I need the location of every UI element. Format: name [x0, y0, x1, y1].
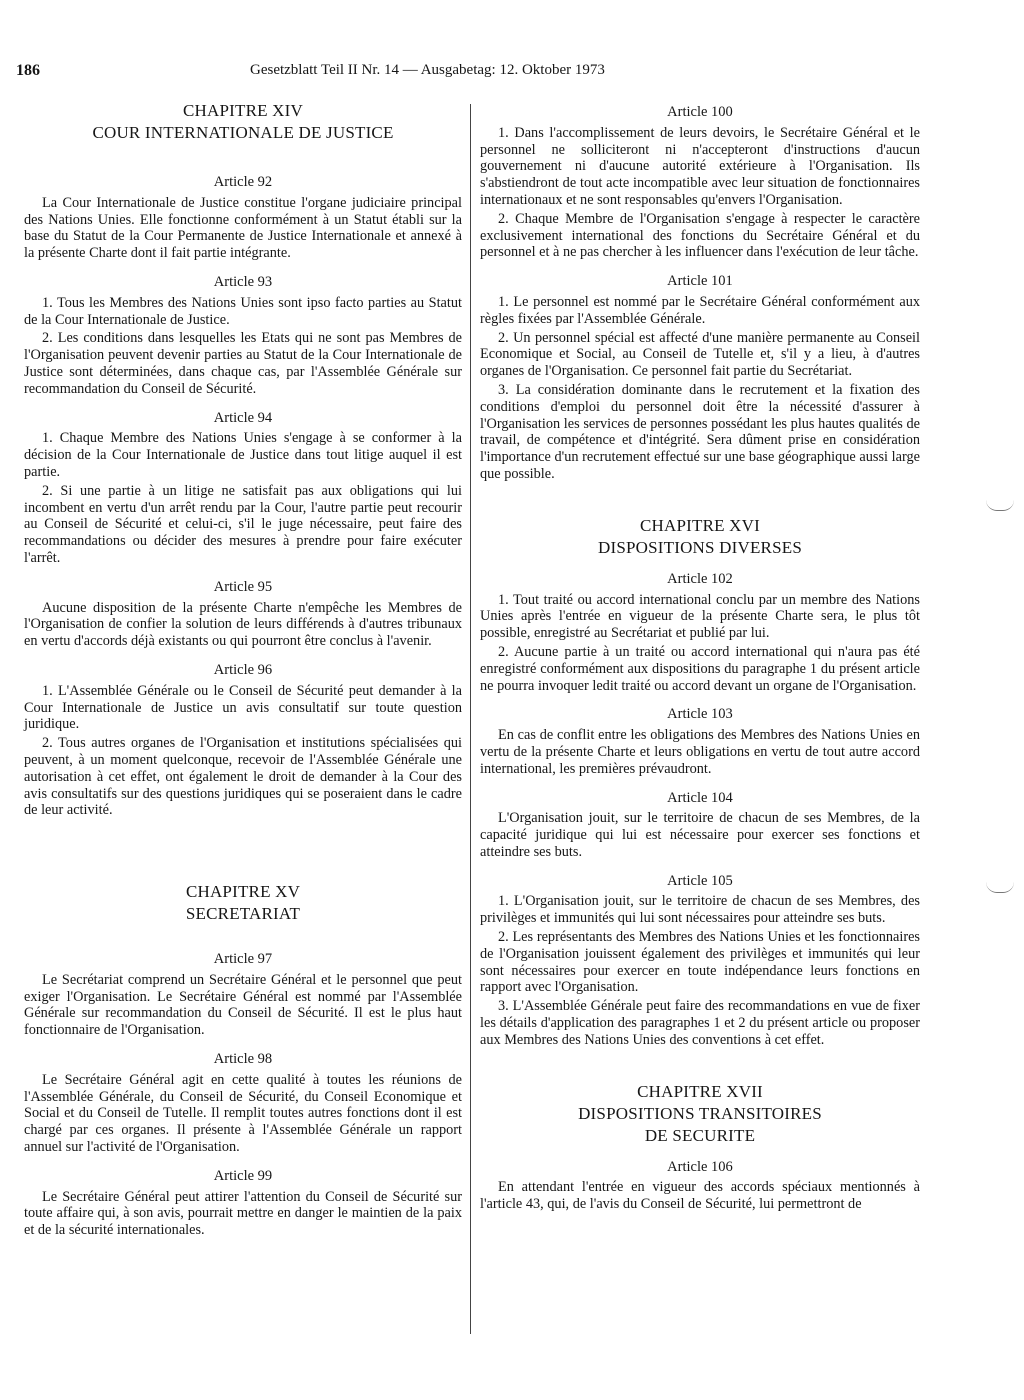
chapter-title: CHAPITRE XVII	[637, 1081, 763, 1101]
article-paragraph: Aucune disposition de la présente Charte n'empêche les Membres de l'Organisation de confier la solution de leurs différends à d'autres tribunaux en vertu d'accords déjà existants ou qui pourront être conclus à l'avenir.	[24, 599, 462, 650]
article-95	[24, 579, 462, 650]
article-heading: Article 98	[213, 1051, 273, 1068]
article-paragraph: 1. Le personnel est nommé par le Secrétaire Général conformément aux règles fixées par l'Assemblée Générale.	[480, 293, 920, 327]
chapter-title: CHAPITRE XV	[185, 882, 301, 902]
chapter-subtitle: DISPOSITIONS TRANSITOIRES	[578, 1103, 822, 1123]
chapter-title: CHAPITRE XVI	[640, 515, 760, 535]
article-paragraph: Le Secrétaire Général peut attirer l'attention du Conseil de Sécurité sur toute affaire qui, à son avis, pourrait mettre en danger le maintien de la paix et de la sécurité internationales.	[24, 1188, 462, 1239]
article-paragraph: 1. Tous les Membres des Nations Unies sont ipso facto parties au Statut de la Cour Internationale de Justice.	[24, 294, 462, 328]
article-heading: Article 92	[213, 174, 273, 190]
article-paragraph: Le Secrétariat comprend un Secrétaire Général et le personnel que peut exiger l'Organisation. Le Secrétaire Général est nommé par l'Assemblée Générale sur recommandation du Conseil de Sécurité. Il est le plus haut fonctionnaire de l'Organisation.	[24, 971, 462, 1039]
article-heading: Article 103	[667, 706, 733, 723]
article-heading: Article 106	[667, 1158, 733, 1175]
left-column	[24, 100, 462, 1241]
article-heading: Article 101	[667, 273, 733, 290]
article-99	[24, 1168, 462, 1239]
chapter-subtitle: COUR INTERNATIONALE DE JUSTICE	[92, 123, 394, 142]
article-93	[24, 274, 462, 398]
article-paragraph: Le Secrétaire Général agit en cette qualité à toutes les réunions de l'Assemblée Générale, du Conseil de Sécurité, du Conseil Economique et Social et du Conseil de Tutelle. Il remplit toutes autres fonctions dont il est chargé par ces organes. Il présente à l'Assemblée Générale un rapport annuel sur l'activité de l'Organisation.	[24, 1071, 462, 1156]
article-heading: Article 100	[667, 104, 733, 120]
article-paragraph: 2. Tous autres organes de l'Organisation et institutions spécialisées qui peuvent, à un moment quelconque, recevoir de l'Assemblée Générale une autorisation à cet effet, ont également le droit de demander à la Cour des avis consultatifs sur des questions juridiques qui se poseraient dans le cadre de leur activité.	[24, 735, 462, 819]
article-paragraph: 1. Tout traité ou accord international conclu par un membre des Nations Unies après l'entrée en vigueur de la présente Charte sera, le plus tôt possible, enregistré au Secrétariat et publié par lui.	[480, 591, 920, 642]
chapter-subtitle: SECRETARIAT	[185, 904, 301, 924]
article-heading: Article 95	[213, 578, 273, 595]
article-101	[480, 273, 920, 483]
scan-mark	[986, 882, 1014, 893]
chapter-subtitle: DE SECURITE	[644, 1125, 756, 1145]
chapter-subtitle: DISPOSITIONS DIVERSES	[598, 537, 802, 557]
running-head: Gesetzblatt Teil II Nr. 14 — Ausgabetag: 12. Oktober 1973	[250, 62, 605, 78]
article-paragraph: 2. Les conditions dans lesquelles les Etats qui ne sont pas Membres de l'Organisation peuvent devenir parties au Statut de la Cour Internationale de Justice sont déterminées, dans chaque cas, par l'Assemblée Générale sur recommandation du Conseil de Sécurité.	[24, 330, 462, 397]
right-column	[480, 100, 920, 1215]
article-paragraph: 2. Les représentants des Membres des Nations Unies et les fonctionnaires de l'Organisation jouissent également des privilèges et immunités qui leur sont nécessaires pour exercer en toute indépendance leurs fonctions en rapport avec l'Organisation.	[480, 929, 920, 996]
article-paragraph: En cas de conflit entre les obligations des Membres des Nations Unies en vertu de la présente Charte et leurs obligations en vertu de tout autre accord international, les premières prévaudront.	[480, 727, 920, 777]
chapter-xvi-heading	[480, 515, 920, 559]
column-divider	[470, 104, 471, 1334]
article-heading: Article 102	[667, 570, 733, 587]
chapter-xv-heading	[24, 881, 462, 925]
article-paragraph: 3. L'Assemblée Générale peut faire des recommandations en vue de fixer les détails d'application des paragraphes 1 et 2 du présent article ou proposer aux Membres des Nations Unies des conventions à cet effet.	[480, 998, 920, 1048]
article-paragraph: 2. Chaque Membre de l'Organisation s'engage à respecter le caractère exclusivement international des fonctions du Secrétaire Général et du personnel et à ne pas chercher à les influencer dans l'exécution de leur tâche.	[480, 210, 920, 261]
article-paragraph: 1. Chaque Membre des Nations Unies s'engage à se conformer à la décision de la Cour Internationale de Justice dans tout litige auquel il est partie.	[24, 430, 462, 480]
article-paragraph: 2. Aucune partie à un traité ou accord international qui n'aura pas été enregistré conformément aux dispositions du paragraphe 1 du présent article ne pourra invoquer ledit traité ou accord devant un organe de l'Organisation.	[480, 643, 920, 694]
chapter-title: CHAPITRE XIV	[183, 101, 303, 120]
article-paragraph: 1. L'Organisation jouit, sur le territoire de chacun de ses Membres, des privilèges et immunités qui lui sont nécessaires pour atteindre ses buts.	[480, 893, 920, 927]
chapter-xvii-heading	[480, 1081, 920, 1147]
chapter-xiv-heading	[24, 100, 462, 144]
article-104	[480, 790, 920, 861]
page-number: 186	[16, 62, 40, 79]
article-103	[480, 706, 920, 777]
article-paragraph: En attendant l'entrée en vigueur des accords spéciaux mentionnés à l'article 43, qui, de l'avis du Conseil de Sécurité, lui permettront de	[480, 1179, 920, 1213]
article-paragraph: 2. Si une partie à un litige ne satisfait pas aux obligations qui lui incombent en vertu d'un arrêt rendu par la Cour, l'autre partie peut recourir au Conseil de Sécurité et celui-ci, s'il le juge nécessaire, peut faire des recommandations ou décider des mesures à prendre pour faire exécuter l'arrêt.	[24, 482, 462, 566]
article-96	[24, 662, 462, 819]
article-98	[24, 1051, 462, 1156]
article-heading: Article 105	[667, 872, 733, 889]
page-header	[16, 58, 716, 88]
article-paragraph: 1. L'Assemblée Générale ou le Conseil de Sécurité peut demander à la Cour Internationale de Justice un avis consultatif sur toute question juridique.	[24, 682, 462, 733]
article-100	[480, 104, 920, 261]
article-92	[24, 174, 462, 262]
article-heading: Article 99	[213, 1167, 273, 1184]
article-heading: Article 97	[213, 951, 273, 968]
article-102	[480, 571, 920, 695]
article-105	[480, 873, 920, 1049]
article-heading: Article 93	[213, 273, 273, 290]
article-97	[24, 951, 462, 1039]
article-paragraph: 3. La considération dominante dans le recrutement et la fixation des conditions d'emploi du personnel doit être la nécessité d'assurer à l'Organisation les services de personnes possédant les plus hautes qualités de travail, de compétence et d'intégrité. Sera dûment prise en considération l'importance d'un recrutement effectué sur une base géographique aussi large que possible.	[480, 381, 920, 482]
article-106	[480, 1159, 920, 1213]
article-paragraph: 2. Un personnel spécial est affecté d'une manière permanente au Conseil Economique et Social, au Conseil de Tutelle et, s'il y a lieu, à d'autres organes de l'Organisation. Ce personnel fait partie du Secrétariat.	[480, 329, 920, 380]
article-94	[24, 410, 462, 567]
article-heading: Article 104	[667, 789, 733, 806]
article-paragraph: L'Organisation jouit, sur le territoire de chacun de ses Membres, de la capacité juridique qui lui est nécessaire pour exercer ses fonctions et atteindre ses buts.	[480, 810, 920, 860]
article-paragraph: La Cour Internationale de Justice constitue l'organe judiciaire principal des Nations Unies. Elle fonctionne conformément à un Statut établi sur la base du Statut de la Cour Permanente de Justice Internationale et annexé à la présente Charte dont il fait partie intégrante.	[24, 194, 462, 262]
article-paragraph: 1. Dans l'accomplissement de leurs devoirs, le Secrétaire Général et le personnel ne solliciteront ni n'accepteront d'instructions d'aucun gouvernement ni d'aucune autorité extérieure à l'Organisation. Ils s'abstiendront de tout acte incompatible avec leur situation de fonctionnaires internationaux et ne sont responsables qu'envers l'Organisation.	[480, 124, 920, 208]
article-heading: Article 96	[213, 661, 273, 678]
article-heading: Article 94	[213, 409, 273, 426]
scan-mark	[986, 500, 1014, 511]
